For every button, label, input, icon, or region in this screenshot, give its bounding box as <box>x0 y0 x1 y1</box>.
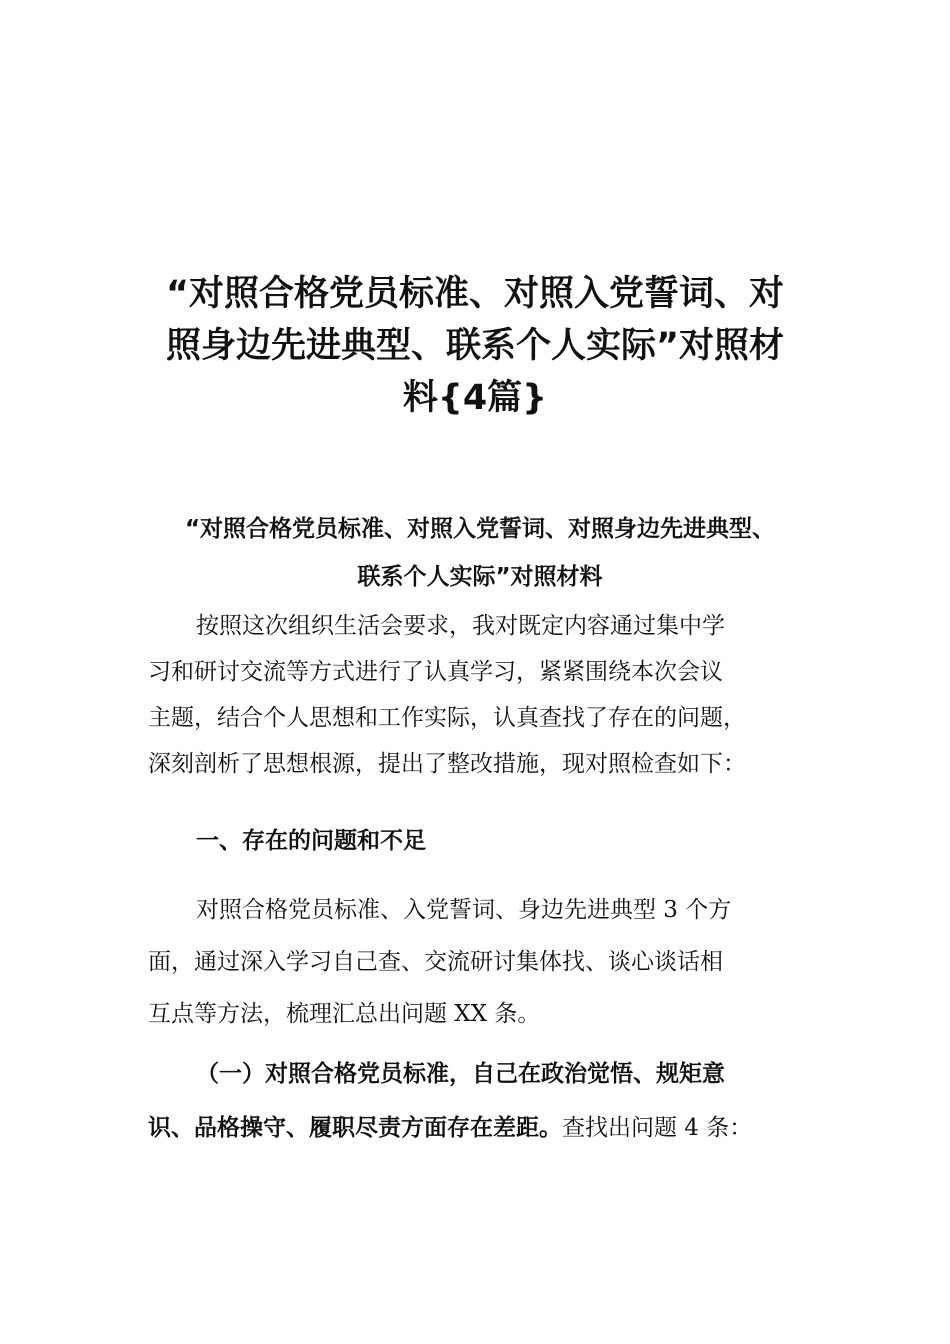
subsection-heading-tail: 识、品格操守、履职尽责方面存在差距。 <box>148 1115 562 1141</box>
paragraph-line <box>148 1101 808 1155</box>
paragraph-line: 面，通过深入学习自己查、交流研讨集体找、谈心谈话相 <box>148 949 723 975</box>
paragraph-line: 按照这次组织生活会要求，我对既定内容通过集中学 <box>196 613 725 639</box>
title-line: “对照合格党员标准、对照入党誓词、对 <box>165 274 784 314</box>
subsection-heading-line: （一）对照合格党员标准，自己在政治觉悟、规矩意 <box>196 1061 725 1087</box>
section1-paragraph <box>148 884 808 1040</box>
intro-paragraph <box>148 603 808 787</box>
subtitle-line: 联系个人实际”对照材料 <box>357 564 603 590</box>
section-heading: 一、存在的问题和不足 <box>196 828 426 854</box>
document-subtitle <box>140 505 820 601</box>
title-line: 料{4篇} <box>402 378 548 418</box>
document-title <box>150 268 800 424</box>
subtitle-line: “对照合格党员标准、对照入党誓词、对照身边先进典型、 <box>184 516 776 542</box>
paragraph-line: 习和研讨交流等方式进行了认真学习，紧紧围绕本次会议 <box>148 659 723 685</box>
subsection-normal-text: 查找出问题 4 条： <box>562 1115 753 1141</box>
title-line: 照身边先进典型、联系个人实际”对照材 <box>165 326 784 366</box>
paragraph-line: 主题，结合个人思想和工作实际，认真查找了存在的问题， <box>148 705 746 731</box>
paragraph-line: 对照合格党员标准、入党誓词、身边先进典型 3 个方 <box>196 897 732 923</box>
subsection1-paragraph <box>148 1047 808 1155</box>
paragraph-line: 深刻剖析了思想根源，提出了整改措施，现对照检查如下： <box>148 751 746 777</box>
paragraph-line: 互点等方法，梳理汇总出问题 XX 条。 <box>148 1001 541 1027</box>
